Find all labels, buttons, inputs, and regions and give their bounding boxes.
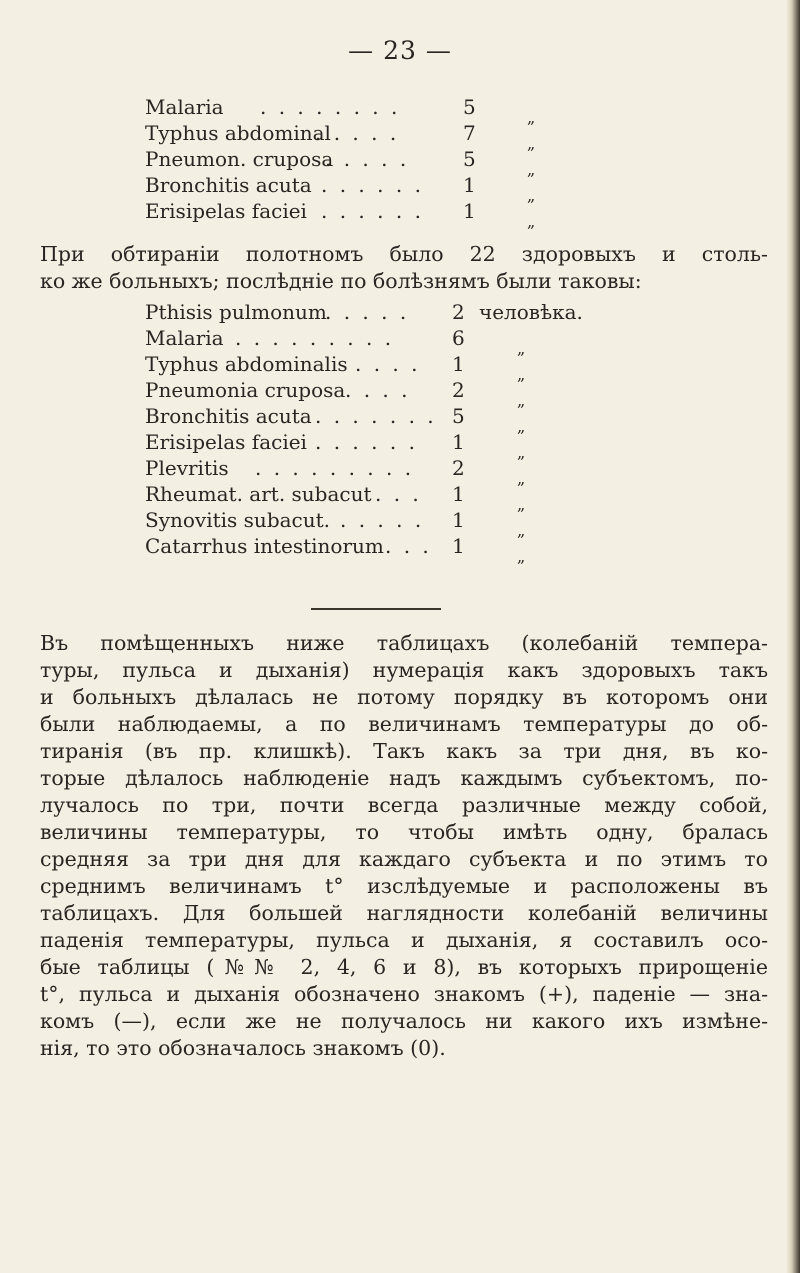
ditto-mark: „	[517, 391, 526, 410]
text-line: Въ помѣщенныхъ ниже таблицахъ (колебаній темпера-	[40, 631, 768, 655]
ditto-mark: „	[527, 134, 536, 153]
ditto-mark: „	[527, 160, 536, 179]
case-count: 1	[452, 352, 465, 376]
leader-dots: . . . . . .	[321, 199, 424, 223]
case-count: 2	[452, 456, 465, 480]
text-line: тиранія (въ пр. клишкѣ). Такъ какъ за три дня, въ ко-	[40, 739, 768, 763]
case-count: 2	[452, 300, 465, 324]
section-divider	[311, 608, 441, 610]
leader-dots: . . . . .	[325, 300, 410, 324]
case-count: 5	[463, 147, 476, 171]
disease-name: Typhus abdominal	[145, 121, 331, 145]
disease-name: Bronchitis acuta	[145, 173, 312, 197]
disease-name: Synovitis subacut.	[145, 508, 331, 532]
case-count: 5	[452, 404, 465, 428]
disease-name: Rheumat. art. subacut	[145, 482, 372, 506]
ditto-mark: „	[517, 443, 526, 462]
case-count: 1	[452, 508, 465, 532]
leader-dots: . . .	[375, 482, 422, 506]
leader-dots: . . . . .	[340, 508, 425, 532]
ditto-mark: „	[517, 365, 526, 384]
text-line: среднимъ величинамъ t° изслѣдуемые и расположены въ	[40, 874, 768, 898]
unit-label: человѣка.	[479, 300, 583, 324]
disease-name: Malaria	[145, 95, 224, 119]
leader-dots: . . . . . . . . .	[255, 456, 415, 480]
ditto-mark: „	[517, 521, 526, 540]
disease-name: Erisipelas faciei	[145, 430, 307, 454]
leader-dots: . . .	[385, 534, 432, 558]
leader-dots: . . . . .	[315, 121, 400, 145]
ditto-mark: „	[527, 108, 536, 127]
text-line: При обтираніи полотномъ было 22 здоровыхъ и столь-	[40, 242, 768, 266]
case-count: 1	[463, 199, 476, 223]
ditto-mark: „	[527, 212, 536, 231]
disease-name: Malaria	[145, 326, 224, 350]
text-line: паденія температуры, пульса и дыханія, я составилъ осо-	[40, 928, 768, 952]
intro-paragraph	[40, 241, 768, 295]
text-line: туры, пульса и дыханія) нумерація какъ здоровыхъ такъ	[40, 658, 768, 682]
ditto-mark: „	[517, 495, 526, 514]
text-line: средняя за три дня для каждаго субъекта и по этимъ то	[40, 847, 768, 871]
ditto-mark: „	[517, 339, 526, 358]
disease-name: Plevritis	[145, 456, 229, 480]
case-count: 1	[452, 534, 465, 558]
ditto-mark: „	[517, 417, 526, 436]
ditto-mark: „	[517, 469, 526, 488]
disease-name: Typhus abdominalis	[145, 352, 348, 376]
case-count: 1	[463, 173, 476, 197]
disease-name: Pneumonia cruposa	[145, 378, 346, 402]
text-line: величины температуры, то чтобы имѣть одну, бралась	[40, 820, 768, 844]
page-number: — 23 —	[348, 36, 452, 65]
text-line: и больныхъ дѣлалась не потому порядку въ которомъ они	[40, 685, 768, 709]
text-line: были наблюдаемы, а по величинамъ температуры до об-	[40, 712, 768, 736]
leader-dots: . . . . . . . .	[260, 95, 401, 119]
disease-name: Bronchitis acuta	[145, 404, 312, 428]
text-line: нія, то это обозначалось знакомъ (0).	[40, 1036, 446, 1060]
case-count: 1	[452, 482, 465, 506]
text-line: комъ (—), если же не получалось ни какого ихъ измѣне-	[40, 1009, 768, 1033]
page-edge-shadow	[786, 0, 800, 1273]
leader-dots: . . . . . . .	[315, 404, 437, 428]
disease-name: Pthisis pulmonum	[145, 300, 327, 324]
case-count: 5	[463, 95, 476, 119]
leader-dots: . . . . .	[325, 147, 410, 171]
case-count: 1	[452, 430, 465, 454]
text-line: таблицахъ. Для большей наглядности колебаній величины	[40, 901, 768, 925]
text-line: t°, пульса и дыханія обозначено знакомъ (+), паденіе — зна-	[40, 982, 768, 1006]
text-line: ко же больныхъ; послѣдніе по болѣзнямъ были таковы:	[40, 269, 642, 293]
leader-dots: . . . . . . . . .	[235, 326, 395, 350]
leader-dots: . . . .	[345, 378, 411, 402]
case-count: 7	[463, 121, 476, 145]
leader-dots: . . . .	[355, 352, 421, 376]
text-line: лучалось по три, почти всегда различные между собой,	[40, 793, 768, 817]
leader-dots: . . . . . .	[321, 173, 424, 197]
ditto-mark: „	[527, 186, 536, 205]
leader-dots: . . . . . .	[315, 430, 418, 454]
disease-name: Erisipelas faciei	[145, 199, 307, 223]
disease-name: Pneumon. cruposa	[145, 147, 334, 171]
case-count: 2	[452, 378, 465, 402]
text-line: торые дѣлалось наблюденіе надъ каждымъ субъектомъ, по-	[40, 766, 768, 790]
main-paragraph	[40, 630, 768, 1062]
ditto-mark: „	[517, 547, 526, 566]
disease-name: Catarrhus intestinorum	[145, 534, 384, 558]
case-count: 6	[452, 326, 465, 350]
text-line: бые таблицы (№№ 2, 4, 6 и 8), въ которыхъ прирощеніе	[40, 955, 768, 979]
